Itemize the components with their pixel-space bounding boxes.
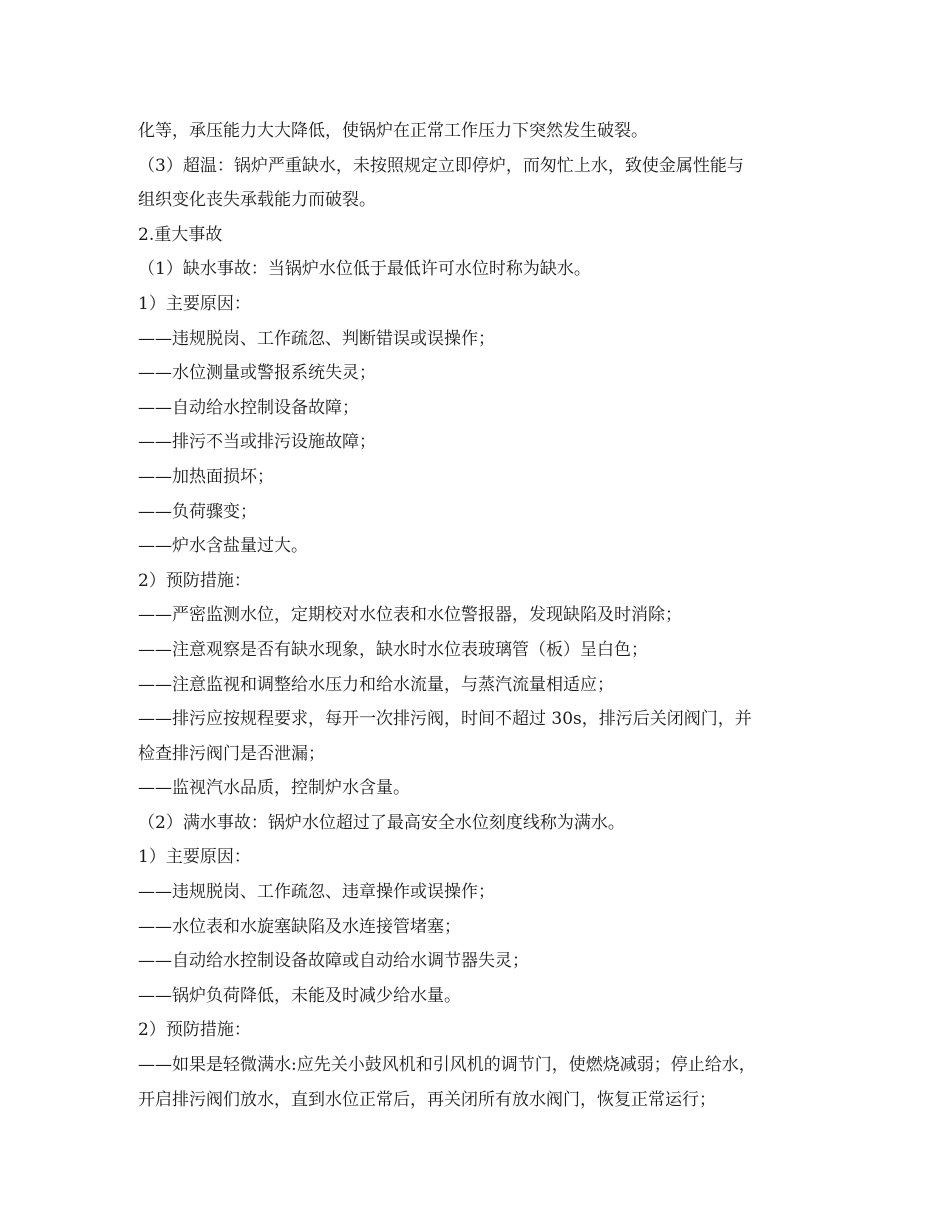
list-heading: 1）主要原因：	[138, 847, 251, 868]
list-item: ——锅炉负荷降低，未能及时减少给水量。	[138, 985, 461, 1006]
list-item: ——排污应按规程要求，每开一次排污阀，时间不超过 30s，排污后关闭阀门，并	[138, 709, 752, 730]
text-line: 化等，承压能力大大降低，使锅炉在正常工作压力下突然发生破裂。	[138, 121, 648, 141]
subsection-heading: （2）满水事故：锅炉水位超过了最高安全水位刻度线称为满水。	[138, 812, 625, 833]
list-item: ——注意观察是否有缺水现象，缺水时水位表玻璃管（板）呈白色；	[138, 639, 648, 660]
list-heading: 2）预防措施：	[138, 1020, 251, 1041]
list-item: ——水位测量或警报系统失灵；	[138, 363, 376, 384]
section-heading: 2.重大事故	[138, 224, 223, 245]
list-item: ——加热面损坏；	[138, 466, 274, 487]
subsection-heading: （1）缺水事故：当锅炉水位低于最低许可水位时称为缺水。	[138, 259, 591, 280]
list-item: ——严密监测水位，定期校对水位表和水位警报器，发现缺陷及时消除；	[138, 605, 682, 626]
list-item: ——监视汽水品质，控制炉水含量。	[138, 778, 410, 799]
list-item: ——炉水含盐量过大。	[138, 536, 308, 557]
list-item: ——违规脱岗、工作疏忽、判断错误或误操作；	[138, 328, 495, 349]
list-item-continuation: 开启排污阀们放水，直到水位正常后，再关闭所有放水阀门，恢复正常运行；	[138, 1089, 716, 1110]
list-item: ——如果是轻微满水:应先关小鼓风机和引风机的调节门，使燃烧减弱；停止给水，	[138, 1055, 756, 1076]
list-item: ——排污不当或排污设施故障；	[138, 432, 376, 453]
list-item-continuation: 检查排污阀门是否泄漏；	[138, 743, 325, 764]
list-heading: 1）主要原因：	[138, 293, 251, 314]
text-line: 组织变化丧失承载能力而破裂。	[138, 190, 376, 211]
text-line: （3）超温：锅炉严重缺水，未按照规定立即停炉，而匆忙上水，致使金属性能与	[138, 155, 744, 176]
list-item: ——自动给水控制设备故障或自动给水调节器失灵；	[138, 951, 529, 972]
list-item: ——水位表和水旋塞缺陷及水连接管堵塞；	[138, 916, 461, 937]
list-heading: 2）预防措施：	[138, 570, 251, 591]
list-item: ——自动给水控制设备故障；	[138, 397, 359, 418]
list-item: ——注意监视和调整给水压力和给水流量，与蒸汽流量相适应；	[138, 674, 614, 695]
document-body	[138, 114, 838, 1117]
list-item: ——负荷骤变；	[138, 501, 257, 522]
list-item: ——违规脱岗、工作疏忽、违章操作或误操作；	[138, 882, 495, 903]
